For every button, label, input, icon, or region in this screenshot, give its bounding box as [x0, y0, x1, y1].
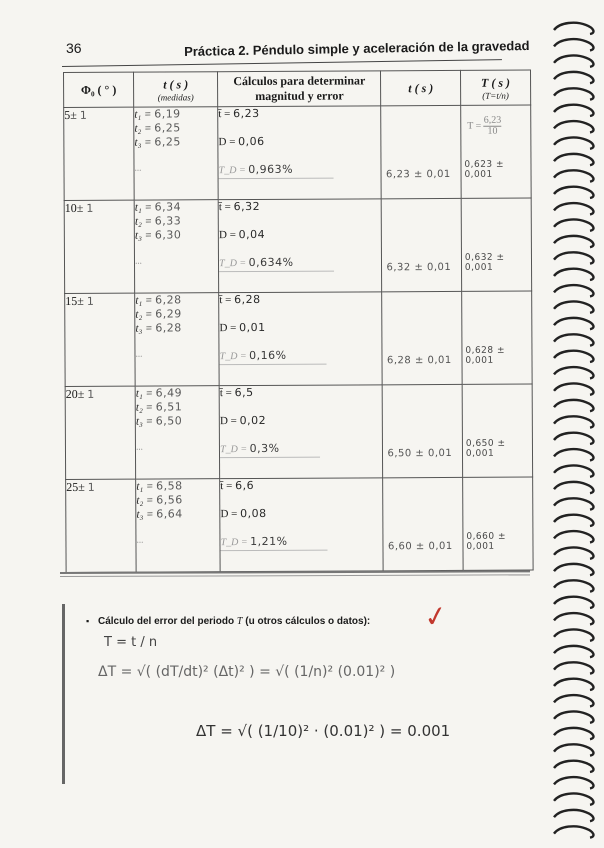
t2-label: t₂ = [136, 494, 154, 507]
header-t-sub: (medidas) [157, 91, 194, 103]
dispersion-line [220, 413, 382, 428]
t3-label: t₃ = [135, 415, 154, 428]
spiral-ring [554, 39, 593, 50]
amplitude-value: 25± [66, 479, 85, 494]
mean-value: 6,28 [234, 292, 261, 307]
spiral-ring [554, 761, 593, 772]
t2-label: t₂ = [134, 215, 153, 228]
amplitude-error: 1 [87, 387, 95, 401]
spiral-ring [554, 416, 593, 427]
more-measurements-dots: ... [135, 348, 143, 359]
time-result-value: 6,32 ± 0,01 [386, 261, 452, 274]
dispersion-value: 0,02 [239, 413, 267, 428]
table-row [65, 291, 532, 386]
t1-value: 6,49 [155, 386, 183, 400]
spiral-ring [554, 826, 593, 837]
t1-value: 6,34 [154, 200, 182, 214]
header-phi: Φ₀ ( ° ) [64, 72, 134, 107]
mean-label: t̄ = [220, 480, 233, 493]
spiral-ring [554, 679, 593, 690]
measured-times-cell [134, 200, 218, 293]
amplitude-cell [65, 386, 136, 479]
period-formula-lhs: T = [467, 120, 482, 132]
mean-value: 6,5 [234, 386, 254, 400]
mean-label: t̄ = [218, 201, 231, 214]
dispersion-percent-value: 0,963% [248, 162, 294, 177]
dispersion-percent-line [219, 162, 381, 179]
spiral-ring [554, 646, 593, 657]
spiral-ring [554, 367, 593, 378]
table-header-row [64, 70, 531, 107]
t1-label: t₁ = [135, 294, 153, 307]
amplitude-value: 20± [65, 386, 85, 401]
time-result-cell [381, 105, 461, 198]
period-formula-fraction [484, 116, 502, 137]
spiral-ring [554, 187, 593, 198]
title-rule [62, 59, 502, 67]
spiral-ring [554, 695, 593, 706]
time-result-value: 6,28 ± 0,01 [386, 354, 452, 367]
spiral-ring [554, 252, 593, 263]
spiral-ring [554, 548, 593, 559]
t3-label: t₃ = [134, 229, 153, 242]
t2-label: t₂ = [135, 401, 153, 414]
period-formula-num: 6,23 [483, 114, 502, 126]
spiral-ring [554, 302, 593, 313]
header-t-avg [381, 70, 461, 105]
header-T-label: T ( s ) [480, 75, 511, 90]
dispersion-percent-line [220, 348, 382, 365]
mean-label: t̄ = [219, 387, 232, 400]
page-number: 36 [66, 40, 82, 56]
amplitude-value: 15± [65, 293, 84, 308]
dispersion-percent-value: 1,21% [250, 534, 288, 549]
t1-value: 6,58 [156, 479, 183, 493]
time-result-cell [383, 477, 463, 570]
check-mark-icon: ✓ [421, 598, 451, 635]
t2-label: t₂ = [135, 308, 153, 321]
spiral-ring [554, 121, 593, 132]
calculation-cell [218, 106, 382, 200]
spiral-ring [554, 105, 593, 116]
dispersion-value: 0,06 [238, 134, 265, 149]
header-t-measured [134, 72, 218, 107]
amplitude-value: 10± [64, 200, 84, 215]
header-calc: Cálculos para determinar magnitud y error [218, 71, 382, 107]
time-result-cell [382, 291, 462, 384]
table-row [64, 105, 531, 200]
t2-value: 6,56 [156, 493, 183, 507]
notes-heading-prefix: Cálculo del error del periodo [97, 616, 237, 627]
spiral-ring [554, 564, 593, 575]
amplitude-error: 1 [87, 480, 96, 494]
mean-value: 6,23 [233, 106, 260, 121]
dispersion-line [219, 320, 381, 335]
dispersion-percent-line [219, 255, 381, 272]
dispersion-percent-label: T_D = [220, 444, 248, 456]
dispersion-label: D = [218, 229, 236, 242]
spiral-ring [554, 728, 593, 739]
t1-label: t₁ = [134, 201, 152, 214]
spiral-ring [554, 794, 593, 805]
spiral-ring [554, 334, 593, 345]
t3-value: 6,64 [156, 507, 183, 521]
dispersion-line [218, 134, 380, 149]
spiral-ring [554, 318, 593, 329]
t1-label: t₁ = [134, 108, 152, 121]
period-result-cell [462, 384, 533, 477]
dispersion-percent-label: T_D = [218, 165, 246, 177]
notes-heading-suffix: (u otros cálculos o datos): [245, 616, 371, 627]
header-tavg-label: t ( s ) [408, 80, 434, 95]
dispersion-percent-field [219, 256, 334, 273]
chapter-title: Práctica 2. Péndulo simple y aceleración de la gravedad [184, 37, 530, 59]
t1-label: t₁ = [136, 480, 154, 493]
spiral-ring [554, 154, 593, 165]
more-measurements-dots: ... [136, 441, 143, 452]
spiral-ring [554, 56, 593, 67]
spiral-ring [554, 285, 593, 296]
mean-value: 6,6 [235, 479, 255, 493]
t3-label: t₃ = [136, 508, 154, 521]
t3-value: 6,30 [154, 228, 182, 242]
spiral-ring [554, 531, 593, 542]
spiral-binding [550, 18, 604, 848]
measured-times-cell [135, 293, 219, 386]
dispersion-percent-label: T_D = [220, 537, 248, 549]
time-result-value: 6,50 ± 0,01 [387, 447, 453, 460]
t2-value: 6,29 [155, 307, 182, 321]
mean-value: 6,32 [233, 199, 261, 214]
spiral-ring [554, 138, 593, 149]
header-t-label: t ( s ) [163, 76, 189, 91]
measured-times-cell [136, 479, 220, 572]
amplitude-cell [64, 107, 135, 200]
t1-label: t₁ = [135, 387, 153, 400]
dispersion-percent-field [220, 442, 320, 459]
spiral-ring [554, 662, 593, 673]
spiral-ring [554, 269, 593, 280]
spiral-ring [554, 630, 593, 641]
handwritten-formula-T: T = t / n [104, 635, 158, 650]
t1-value: 6,28 [155, 293, 182, 307]
time-result-cell [382, 198, 462, 291]
spiral-ring [554, 203, 593, 214]
period-result-cell [461, 198, 532, 291]
mean-line [219, 199, 381, 214]
notes-heading [86, 616, 370, 627]
period-result-cell [463, 477, 534, 570]
amplitude-error: 1 [86, 294, 95, 308]
period-result-cell [462, 291, 533, 384]
mean-line [219, 292, 381, 307]
more-measurements-dots: ... [135, 255, 142, 266]
period-result-value: 0,660 ± 0,001 [466, 531, 507, 552]
spiral-ring [554, 498, 593, 509]
amplitude-cell [66, 479, 137, 572]
table-bottom-rule-secondary [60, 574, 530, 577]
bullet-icon: ▪ [86, 616, 90, 626]
spiral-ring [554, 466, 593, 477]
header-period [460, 70, 530, 105]
spiral-ring [554, 220, 593, 231]
calculation-cell [219, 385, 383, 479]
amplitude-error: 1 [86, 201, 94, 215]
dispersion-value: 0,04 [238, 227, 266, 242]
dispersion-label: D = [219, 322, 237, 335]
dispersion-percent-value: 0,3% [249, 441, 280, 456]
spiral-ring [554, 597, 593, 608]
spiral-ring [554, 580, 593, 591]
spiral-ring [554, 400, 593, 411]
handwritten-error-propagation: ΔT = √( (dT/dt)² (Δt)² ) = √( (1/n)² (0.01)² ) [98, 664, 396, 680]
more-measurements-dots: ... [136, 534, 144, 545]
table-row [65, 384, 532, 479]
spiral-ring [554, 515, 593, 526]
measured-times-cell [135, 386, 219, 479]
amplitude-cell [65, 293, 136, 386]
dispersion-percent-field [221, 535, 328, 552]
dispersion-percent-value: 0,634% [248, 255, 294, 270]
t2-value: 6,51 [155, 400, 183, 414]
period-result-value: 0,650 ± 0,001 [465, 438, 506, 459]
t3-label: t₃ = [135, 322, 153, 335]
mean-line [220, 478, 382, 493]
dispersion-label: D = [218, 136, 236, 149]
table-bottom-rule [60, 570, 530, 574]
measured-times-cell [134, 107, 218, 200]
spiral-ring [554, 744, 593, 755]
mean-label: t̄ = [219, 294, 232, 307]
dispersion-label: D = [220, 508, 238, 521]
header-T-sub: (T=t/n) [482, 90, 509, 101]
amplitude-error: 1 [79, 108, 88, 122]
period-result-value: 0,623 ± 0,001 [464, 159, 505, 180]
period-formula-den: 10 [487, 125, 498, 137]
spiral-ring [554, 482, 593, 493]
t3-value: 6,28 [155, 321, 182, 335]
spiral-ring [554, 88, 593, 99]
dispersion-percent-label: T_D = [219, 351, 247, 363]
dispersion-percent-line [220, 441, 382, 458]
t2-label: t₂ = [134, 122, 152, 135]
spiral-ring [554, 351, 593, 362]
dispersion-percent-label: T_D = [219, 258, 247, 270]
notes-heading-var: T [236, 616, 243, 627]
spiral-ring [554, 384, 593, 395]
mean-line [218, 106, 380, 121]
table-row [66, 477, 533, 572]
period-formula [467, 116, 501, 137]
amplitude-value: 5± [64, 107, 77, 122]
dispersion-label: D = [219, 415, 237, 428]
calculation-cell [218, 199, 382, 293]
mean-line [220, 385, 382, 400]
dispersion-percent-value: 0,16% [249, 348, 287, 363]
spiral-ring [554, 23, 593, 34]
notes-side-bar [62, 604, 65, 784]
dispersion-percent-line [221, 534, 383, 551]
spiral-ring [554, 810, 593, 821]
spiral-ring [554, 72, 593, 83]
t2-value: 6,33 [154, 214, 182, 228]
amplitude-cell [64, 200, 135, 293]
time-result-cell [383, 384, 463, 477]
dispersion-percent-field [220, 349, 327, 366]
time-result-value: 6,23 ± 0,01 [385, 168, 451, 181]
period-result-value: 0,632 ± 0,001 [464, 252, 505, 273]
t2-value: 6,25 [154, 121, 181, 135]
more-measurements-dots: ... [134, 162, 142, 173]
spiral-ring [554, 236, 593, 247]
measurements-table [63, 70, 534, 573]
t3-value: 6,25 [154, 135, 181, 149]
spiral-ring [554, 777, 593, 788]
dispersion-percent-field [219, 163, 334, 180]
spiral-ring [554, 712, 593, 723]
dispersion-value: 0,01 [239, 320, 266, 335]
mean-label: t̄ = [218, 108, 231, 121]
t3-label: t₃ = [134, 136, 152, 149]
time-result-value: 6,60 ± 0,01 [387, 540, 453, 553]
table-row [64, 198, 531, 293]
period-result-cell [461, 105, 532, 198]
spiral-ring [554, 433, 593, 444]
dispersion-value: 0,08 [240, 506, 267, 521]
spiral-ring [554, 170, 593, 181]
period-result-value: 0,628 ± 0,001 [465, 345, 506, 366]
spiral-ring [554, 449, 593, 460]
dispersion-line [220, 506, 382, 521]
handwritten-error-result: ΔT = √( (1/10)² · (0.01)² ) = 0.001 [196, 722, 451, 740]
spiral-ring [554, 613, 593, 624]
t3-value: 6,50 [155, 414, 183, 428]
calculation-cell [219, 292, 383, 386]
dispersion-line [219, 227, 381, 242]
calculation-cell [220, 478, 384, 572]
t1-value: 6,19 [154, 107, 181, 121]
